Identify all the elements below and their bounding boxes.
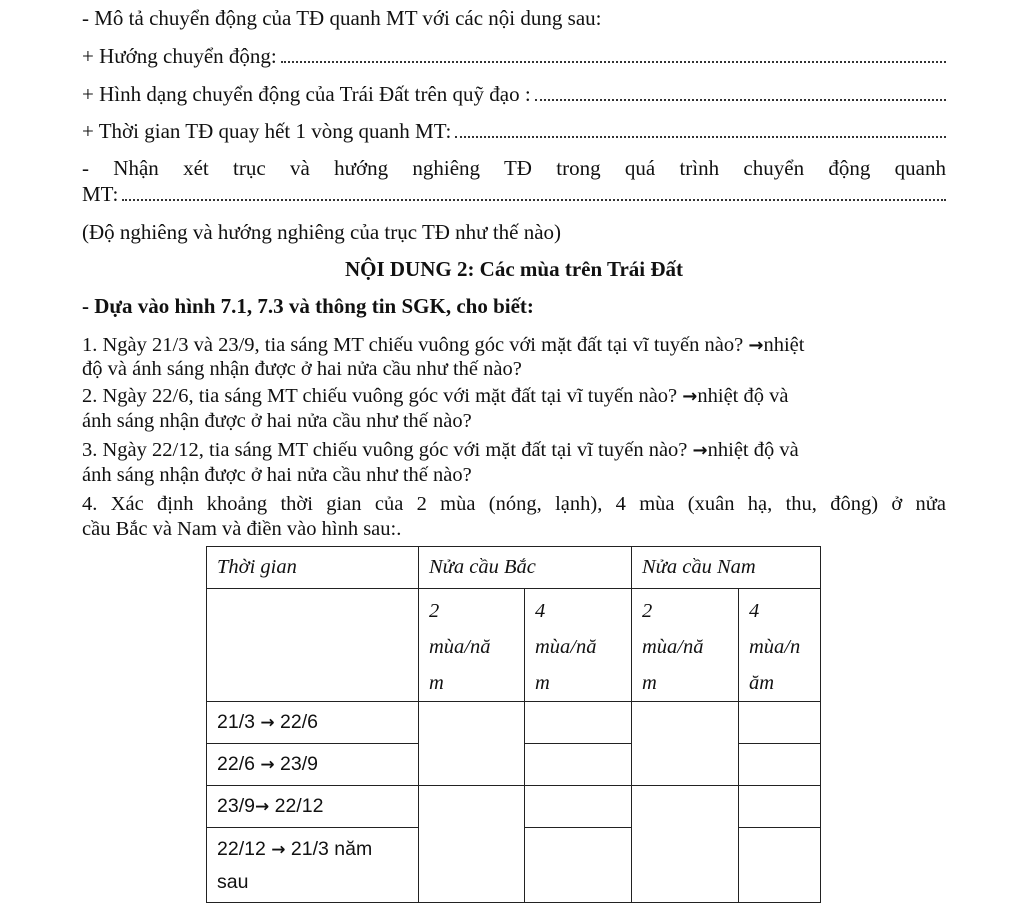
south-4-seasons: 4 mùa/n ăm — [739, 589, 821, 702]
answer-cell[interactable] — [632, 702, 739, 786]
arrow-icon: → — [260, 755, 275, 775]
question-4-line-1: 4. Xác định khoảng thời gian của 2 mùa (nóng, lạnh), 4 mùa (xuân hạ, thu, đông) ở nửa — [82, 493, 946, 515]
arrow-icon: → — [748, 335, 764, 356]
question-2-text: 2. Ngày 22/6, tia sáng MT chiếu vuông góc với mặt đất tại vĩ tuyến nào? — [82, 385, 683, 407]
arrow-icon: → — [692, 440, 708, 461]
answer-blank[interactable] — [122, 185, 946, 201]
question-3-text-b: nhiệt độ và — [707, 439, 799, 461]
question-3-line-2: ánh sáng nhận được ở hai nửa cầu như thế nào? — [82, 464, 472, 486]
blank-cell — [207, 589, 419, 702]
question-1-line-1 — [82, 334, 946, 357]
question-3-line-1 — [82, 439, 946, 462]
remark-label: MT: — [82, 182, 119, 206]
table-header-row — [207, 547, 821, 589]
answer-cell[interactable] — [525, 828, 632, 903]
answer-cell[interactable] — [739, 786, 821, 828]
answer-cell[interactable] — [419, 702, 525, 786]
question-1-line-2: độ và ánh sáng nhận được ở hai nửa cầu như thế nào? — [82, 358, 522, 380]
answer-cell[interactable] — [419, 786, 525, 903]
table-row — [207, 786, 821, 828]
period-cell: 21/3 → 22/6 — [207, 702, 419, 744]
instruction-line: - Dựa vào hình 7.1, 7.3 và thông tin SGK, cho biết: — [82, 294, 534, 318]
shape-line — [82, 81, 946, 107]
question-2-text-b: nhiệt độ và — [697, 385, 789, 407]
arrow-icon: → — [260, 713, 275, 733]
answer-cell[interactable] — [739, 828, 821, 903]
header-north: Nửa cầu Bắc — [419, 547, 632, 589]
answer-cell[interactable] — [739, 744, 821, 786]
arrow-icon: → — [254, 797, 270, 817]
table-subheader-row — [207, 589, 821, 702]
note-line: (Độ nghiêng và hướng nghiêng của trục TĐ như thế nào) — [82, 220, 562, 244]
arrow-icon: → — [271, 839, 286, 860]
direction-line — [82, 43, 946, 69]
describe-line: - Mô tả chuyển động của TĐ quanh MT với các nội dung sau: — [82, 6, 602, 30]
answer-blank[interactable] — [535, 85, 946, 101]
header-time: Thời gian — [207, 547, 419, 589]
direction-label: + Hướng chuyển động: — [82, 44, 277, 68]
south-2-seasons: 2 mùa/nă m — [632, 589, 739, 702]
period-cell: 22/12 → 21/3 năm sau — [207, 828, 419, 903]
period-label: + Thời gian TĐ quay hết 1 vòng quanh MT: — [82, 119, 452, 143]
question-3-text: 3. Ngày 22/12, tia sáng MT chiếu vuông góc với mặt đất tại vĩ tuyến nào? — [82, 439, 693, 461]
answer-blank[interactable] — [281, 47, 946, 63]
period-cell: 22/6 → 23/9 — [207, 744, 419, 786]
shape-label: + Hình dạng chuyển động của Trái Đất trên quỹ đạo : — [82, 82, 531, 106]
remark-line-2 — [82, 181, 946, 207]
question-4-line-2: cầu Bắc và Nam và điền vào hình sau:. — [82, 518, 402, 540]
answer-cell[interactable] — [739, 702, 821, 744]
arrow-icon: → — [682, 386, 698, 407]
answer-cell[interactable] — [525, 786, 632, 828]
answer-cell[interactable] — [525, 744, 632, 786]
question-2-line-1 — [82, 385, 946, 408]
remark-line-1: - Nhận xét trục và hướng nghiêng TĐ trong quá trình chuyển động quanh — [82, 156, 946, 180]
north-4-seasons: 4 mùa/nă m — [525, 589, 632, 702]
header-south: Nửa cầu Nam — [632, 547, 821, 589]
answer-cell[interactable] — [632, 786, 739, 903]
period-cell: 23/9→ 22/12 — [207, 786, 419, 828]
answer-cell[interactable] — [525, 702, 632, 744]
period-line — [82, 118, 946, 144]
question-2-line-2: ánh sáng nhận được ở hai nửa cầu như thế nào? — [82, 410, 472, 432]
north-2-seasons: 2 mùa/nă m — [419, 589, 525, 702]
question-1-text: 1. Ngày 21/3 và 23/9, tia sáng MT chiếu vuông góc với mặt đất tại vĩ tuyến nào? — [82, 334, 749, 356]
question-1-text-b: nhiệt — [763, 334, 805, 356]
section-heading: NỘI DUNG 2: Các mùa trên Trái Đất — [344, 257, 684, 281]
seasons-table — [206, 546, 821, 903]
table-row — [207, 702, 821, 744]
answer-blank[interactable] — [455, 122, 946, 138]
